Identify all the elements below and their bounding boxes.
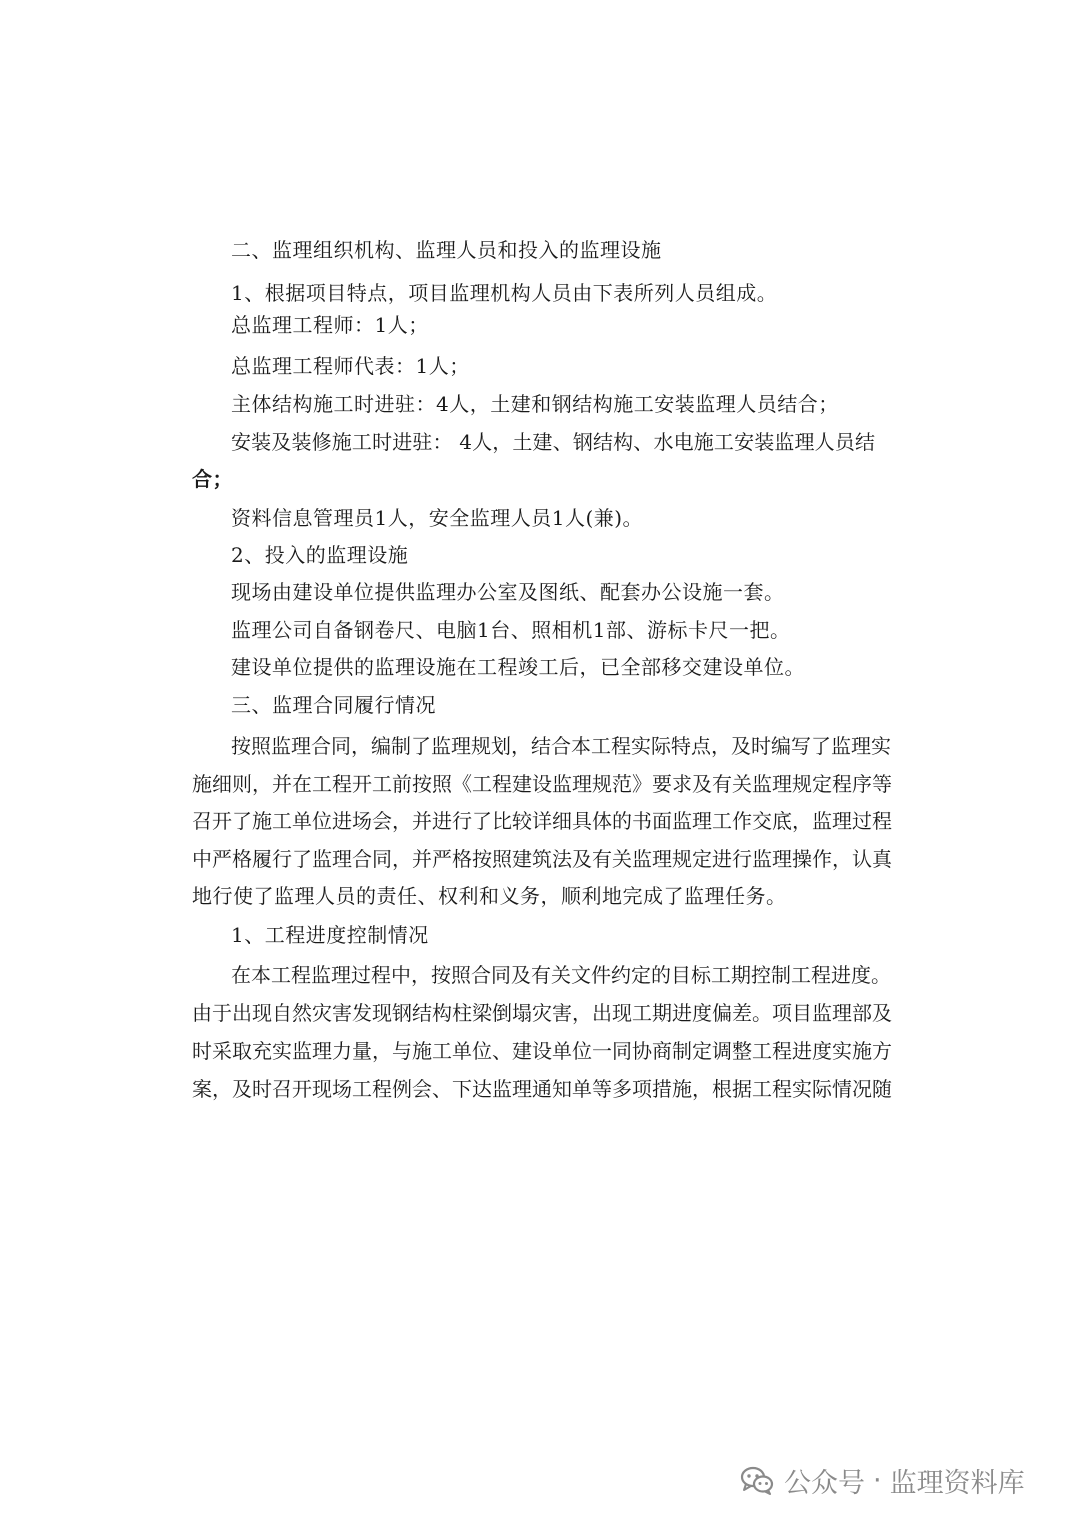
watermark [740,1460,1025,1500]
paragraph-line: 时采取充实监理力量，与施工单位、建设单位一同协商制定调整工程进度实施方 [192,1039,892,1063]
paragraph-line: 安装及装修施工时进驻： 4人，土建、钢结构、水电施工安装监理人员结 [231,430,875,454]
paragraph-line: 中严格履行了监理合同，并严格按照建筑法及有关监理规定进行监理操作，认真 [192,847,892,871]
paragraph-line: 1、根据项目特点，项目监理机构人员由下表所列人员组成。 [231,281,778,305]
paragraph-line: 资料信息管理员1人，安全监理人员1人(兼)。 [231,506,644,530]
paragraph-line: 按照监理合同，编制了监理规划，结合本工程实际特点，及时编写了监理实 [231,734,891,758]
section-heading-3: 三、监理合同履行情况 [231,693,436,717]
paragraph-line: 召开了施工单位进场会，并进行了比较详细具体的书面监理工作交底，监理过程 [192,809,892,833]
paragraph-line: 总监理工程师代表：1人； [231,354,470,378]
paragraph-line: 建设单位提供的监理设施在工程竣工后，已全部移交建设单位。 [231,655,805,679]
watermark-prefix: 公众号 [784,1467,865,1499]
paragraph-line: 在本工程监理过程中，按照合同及有关文件约定的目标工期控制工程进度。 [231,963,891,987]
paragraph-line: 施细则，并在工程开工前按照《工程建设监理规范》要求及有关监理规定程序等 [192,772,892,796]
paragraph-line: 合； [192,467,233,491]
paragraph-line: 现场由建设单位提供监理办公室及图纸、配套办公设施一套。 [231,580,785,604]
paragraph-line: 案，及时召开现场工程例会、下达监理通知单等多项措施，根据工程实际情况随 [192,1077,892,1101]
watermark-account-name: 监理资料库 [889,1467,1025,1499]
paragraph-line: 地行使了监理人员的责任、权利和义务，顺利地完成了监理任务。 [192,884,787,908]
paragraph-line: 主体结构施工时进驻：4人，土建和钢结构施工安装监理人员结合； [231,392,839,416]
wechat-icon [740,1465,774,1495]
paragraph-line: 由于出现自然灾害发现钢结构柱梁倒塌灾害，出现工期进度偏差。项目监理部及 [192,1001,892,1025]
paragraph-line: 监理公司自备钢卷尺、电脑1台、照相机1部、游标卡尺一把。 [231,618,791,642]
section-heading-2: 二、监理组织机构、监理人员和投入的监理设施 [231,238,662,262]
subsection-heading: 2、投入的监理设施 [231,543,409,567]
paragraph-line: 总监理工程师：1人； [231,313,429,337]
watermark-separator: · [873,1464,882,1496]
subsection-heading: 1、工程进度控制情况 [231,923,429,947]
